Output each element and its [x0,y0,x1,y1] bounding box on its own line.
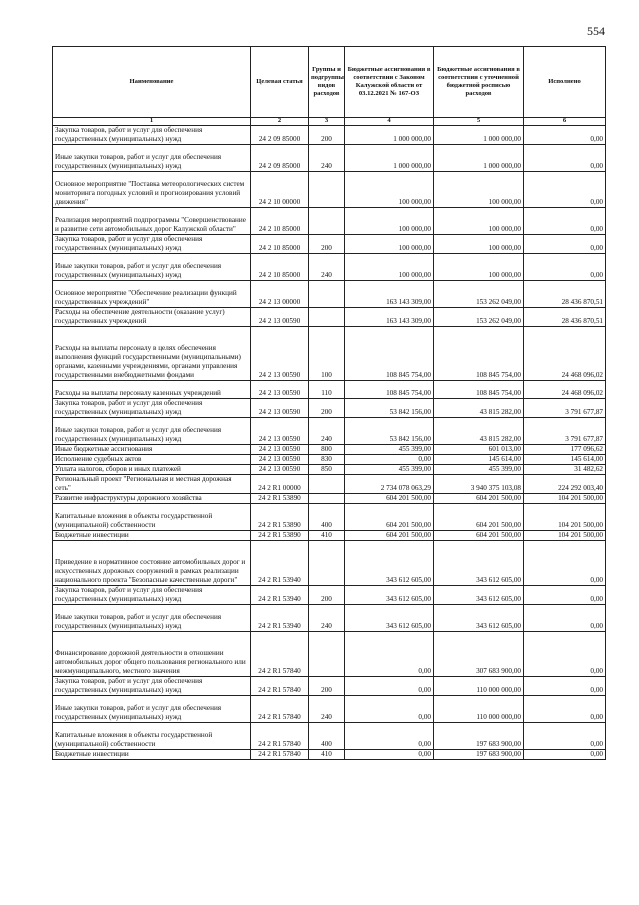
row-executed: 3 791 677,87 [524,399,606,418]
row-name: Бюджетные инвестиции [53,750,251,760]
row-name: Основное мероприятие "Обеспечение реализации функций государственных учреждений" [53,281,251,308]
table-row [53,586,606,605]
table-header [53,47,606,126]
row-expense-group [309,494,345,504]
row-expense-group [309,281,345,308]
table-row [53,418,606,445]
row-target-article: 24 2 10 00000 [251,172,309,208]
row-target-article: 24 2 13 00590 [251,399,309,418]
row-law-allocation: 1 000 000,00 [345,126,434,145]
row-expense-group [309,632,345,677]
row-law-allocation: 343 612 605,00 [345,541,434,586]
row-name: Бюджетные инвестиции [53,531,251,541]
row-executed: 0,00 [524,235,606,254]
row-expense-group: 850 [309,465,345,475]
row-executed: 224 292 003,40 [524,475,606,494]
row-revised-allocation: 343 612 605,00 [434,586,524,605]
row-executed: 104 201 500,00 [524,531,606,541]
row-name: Закупка товаров, работ и услуг для обеспечения государственных (муниципальных) нужд [53,586,251,605]
table-row [53,281,606,308]
table-row [53,750,606,760]
row-executed: 0,00 [524,605,606,632]
row-revised-allocation: 604 201 500,00 [434,504,524,531]
row-revised-allocation: 108 845 754,00 [434,327,524,381]
row-law-allocation: 100 000,00 [345,235,434,254]
row-expense-group: 200 [309,586,345,605]
row-revised-allocation: 100 000,00 [434,254,524,281]
row-revised-allocation: 153 262 049,00 [434,281,524,308]
row-law-allocation: 343 612 605,00 [345,586,434,605]
row-expense-group: 110 [309,381,345,399]
row-revised-allocation: 1 000 000,00 [434,126,524,145]
row-name: Региональный проект "Региональная и местная дорожная сеть" [53,475,251,494]
table-row [53,605,606,632]
row-expense-group [309,541,345,586]
row-target-article: 24 2 13 00590 [251,381,309,399]
row-revised-allocation: 100 000,00 [434,208,524,235]
header-revised-allocation: Бюджетные ассигнования в соответствии с уточненной бюджетной росписью расходов [434,47,524,118]
row-executed: 0,00 [524,586,606,605]
row-expense-group: 240 [309,605,345,632]
column-number: 2 [251,118,309,126]
table-row [53,504,606,531]
row-target-article: 24 2 13 00590 [251,445,309,455]
row-law-allocation: 455 399,00 [345,445,434,455]
row-name: Приведение в нормативное состояние автомобильных дорог и искусственных дорожных сооружений в рамках реализации национального проекта "Безопасные качественные дороги" [53,541,251,586]
row-revised-allocation: 110 000 000,00 [434,696,524,723]
row-name: Иные закупки товаров, работ и услуг для обеспечения государственных (муниципальных) нужд [53,254,251,281]
row-revised-allocation: 110 000 000,00 [434,677,524,696]
row-target-article: 24 2 R1 57840 [251,696,309,723]
row-target-article: 24 2 R1 57840 [251,632,309,677]
row-executed: 177 096,62 [524,445,606,455]
row-target-article: 24 2 10 85000 [251,235,309,254]
column-numbers-row [53,118,606,126]
row-revised-allocation: 3 940 375 103,08 [434,475,524,494]
table-row [53,254,606,281]
table-row [53,494,606,504]
row-executed: 104 201 500,00 [524,494,606,504]
row-executed: 104 201 500,00 [524,504,606,531]
row-target-article: 24 2 R1 53940 [251,541,309,586]
row-expense-group: 200 [309,677,345,696]
row-expense-group [309,208,345,235]
row-executed: 0,00 [524,677,606,696]
page-number: 554 [587,24,605,38]
table-row [53,381,606,399]
row-law-allocation: 100 000,00 [345,208,434,235]
row-name: Расходы на выплаты персоналу казенных учреждений [53,381,251,399]
row-name: Закупка товаров, работ и услуг для обеспечения государственных (муниципальных) нужд [53,126,251,145]
row-law-allocation: 604 201 500,00 [345,504,434,531]
row-expense-group: 200 [309,399,345,418]
row-executed: 28 436 870,51 [524,281,606,308]
header-name: Наименование [53,47,251,118]
row-target-article: 24 2 09 85000 [251,145,309,172]
row-name: Иные закупки товаров, работ и услуг для обеспечения государственных (муниципальных) нужд [53,696,251,723]
row-expense-group: 200 [309,235,345,254]
header-target-article: Целевая статья [251,47,309,118]
row-target-article: 24 2 13 00590 [251,327,309,381]
row-expense-group [309,172,345,208]
row-name: Иные бюджетные ассигнования [53,445,251,455]
row-target-article: 24 2 10 85000 [251,208,309,235]
row-name: Иные закупки товаров, работ и услуг для обеспечения государственных (муниципальных) нужд [53,145,251,172]
row-target-article: 24 2 13 00590 [251,455,309,465]
row-executed: 0,00 [524,541,606,586]
row-target-article: 24 2 R1 57840 [251,723,309,750]
row-revised-allocation: 601 013,00 [434,445,524,455]
row-revised-allocation: 343 612 605,00 [434,605,524,632]
column-number: 6 [524,118,606,126]
column-number: 5 [434,118,524,126]
row-revised-allocation: 43 815 282,00 [434,399,524,418]
row-expense-group: 800 [309,445,345,455]
row-target-article: 24 2 09 85000 [251,126,309,145]
row-name: Основное мероприятие "Поставка метеорологических систем мониторинга погодных условий и прогнозирования условий движения" [53,172,251,208]
row-law-allocation: 100 000,00 [345,254,434,281]
table-row [53,399,606,418]
table-row [53,327,606,381]
row-executed: 28 436 870,51 [524,308,606,327]
table-row [53,632,606,677]
table-row [53,677,606,696]
row-executed: 0,00 [524,696,606,723]
table-row [53,208,606,235]
row-law-allocation: 0,00 [345,677,434,696]
row-name: Исполнение судебных актов [53,455,251,465]
header-law-allocation: Бюджетные ассигнования в соответствии с Законом Калужской области от 03.12.2021 № 167-ОЗ [345,47,434,118]
row-target-article: 24 2 13 00590 [251,308,309,327]
row-revised-allocation: 197 683 900,00 [434,723,524,750]
row-executed: 145 614,00 [524,455,606,465]
row-target-article: 24 2 13 00000 [251,281,309,308]
row-revised-allocation: 307 683 900,00 [434,632,524,677]
row-law-allocation: 100 000,00 [345,172,434,208]
row-revised-allocation: 197 683 900,00 [434,750,524,760]
column-number: 4 [345,118,434,126]
row-revised-allocation: 343 612 605,00 [434,541,524,586]
column-number: 3 [309,118,345,126]
row-law-allocation: 0,00 [345,750,434,760]
row-target-article: 24 2 R1 53890 [251,504,309,531]
row-target-article: 24 2 13 00590 [251,418,309,445]
row-executed: 0,00 [524,632,606,677]
row-target-article: 24 2 R1 53940 [251,605,309,632]
row-law-allocation: 1 000 000,00 [345,145,434,172]
row-executed: 0,00 [524,723,606,750]
row-executed: 0,00 [524,145,606,172]
row-name: Расходы на выплаты персоналу в целях обеспечения выполнения функций государственными (муниципальными) органами, казенными учреждениями, органами управления государственными внебюджетными фондами [53,327,251,381]
table-body [53,126,606,760]
row-law-allocation: 2 734 078 063,29 [345,475,434,494]
row-expense-group: 410 [309,531,345,541]
row-law-allocation: 53 842 156,00 [345,418,434,445]
row-revised-allocation: 1 000 000,00 [434,145,524,172]
row-revised-allocation: 604 201 500,00 [434,531,524,541]
row-law-allocation: 455 399,00 [345,465,434,475]
table-row [53,465,606,475]
table-row [53,541,606,586]
row-executed: 0,00 [524,126,606,145]
row-revised-allocation: 100 000,00 [434,235,524,254]
row-law-allocation: 343 612 605,00 [345,605,434,632]
row-target-article: 24 2 R1 53890 [251,494,309,504]
row-law-allocation: 0,00 [345,696,434,723]
row-expense-group: 400 [309,723,345,750]
row-law-allocation: 604 201 500,00 [345,494,434,504]
row-law-allocation: 108 845 754,00 [345,381,434,399]
row-law-allocation: 0,00 [345,723,434,750]
row-executed: 3 791 677,87 [524,418,606,445]
row-name: Иные закупки товаров, работ и услуг для обеспечения государственных (муниципальных) нужд [53,605,251,632]
row-executed: 31 482,62 [524,465,606,475]
table-row [53,145,606,172]
row-revised-allocation: 145 614,00 [434,455,524,465]
table-row [53,475,606,494]
row-executed: 24 468 096,02 [524,327,606,381]
row-expense-group: 830 [309,455,345,465]
row-expense-group [309,475,345,494]
row-executed: 0,00 [524,172,606,208]
row-expense-group: 240 [309,696,345,723]
row-name: Капитальные вложения в объекты государственной (муниципальной) собственности [53,504,251,531]
row-law-allocation: 0,00 [345,632,434,677]
row-law-allocation: 604 201 500,00 [345,531,434,541]
row-law-allocation: 163 143 309,00 [345,308,434,327]
table-row [53,308,606,327]
header-executed: Исполнено [524,47,606,118]
row-expense-group: 200 [309,126,345,145]
row-target-article: 24 2 R1 57840 [251,677,309,696]
header-row [53,47,606,118]
row-executed: 24 468 096,02 [524,381,606,399]
column-number: 1 [53,118,251,126]
row-name: Закупка товаров, работ и услуг для обеспечения государственных (муниципальных) нужд [53,677,251,696]
row-name: Закупка товаров, работ и услуг для обеспечения государственных (муниципальных) нужд [53,399,251,418]
table-row [53,696,606,723]
row-target-article: 24 2 R1 53940 [251,586,309,605]
row-expense-group: 410 [309,750,345,760]
row-executed: 0,00 [524,254,606,281]
row-revised-allocation: 43 815 282,00 [434,418,524,445]
row-revised-allocation: 108 845 754,00 [434,381,524,399]
row-name: Реализация мероприятий подпрограммы "Совершенствование и развитие сети автомобильных дорог Калужской области" [53,208,251,235]
header-expense-group: Группы и подгруппы видов расходов [309,47,345,118]
table-row [53,455,606,465]
row-law-allocation: 53 842 156,00 [345,399,434,418]
row-target-article: 24 2 10 85000 [251,254,309,281]
row-revised-allocation: 604 201 500,00 [434,494,524,504]
row-target-article: 24 2 R1 00000 [251,475,309,494]
row-name: Расходы на обеспечение деятельности (оказание услуг) государственных учреждений [53,308,251,327]
table-row [53,531,606,541]
row-name: Иные закупки товаров, работ и услуг для обеспечения государственных (муниципальных) нужд [53,418,251,445]
table-row [53,723,606,750]
row-executed: 0,00 [524,208,606,235]
row-law-allocation: 0,00 [345,455,434,465]
row-expense-group [309,308,345,327]
row-revised-allocation: 100 000,00 [434,172,524,208]
row-revised-allocation: 153 262 049,00 [434,308,524,327]
row-expense-group: 240 [309,418,345,445]
table-row [53,235,606,254]
row-name: Закупка товаров, работ и услуг для обеспечения государственных (муниципальных) нужд [53,235,251,254]
row-target-article: 24 2 13 00590 [251,465,309,475]
row-name: Уплата налогов, сборов и иных платежей [53,465,251,475]
row-expense-group: 240 [309,254,345,281]
row-law-allocation: 163 143 309,00 [345,281,434,308]
row-expense-group: 100 [309,327,345,381]
row-expense-group: 240 [309,145,345,172]
row-target-article: 24 2 R1 53890 [251,531,309,541]
table-row [53,445,606,455]
row-name: Развитие инфраструктуры дорожного хозяйства [53,494,251,504]
row-target-article: 24 2 R1 57840 [251,750,309,760]
table-row [53,126,606,145]
budget-execution-table [52,46,606,760]
row-expense-group: 400 [309,504,345,531]
row-executed: 0,00 [524,750,606,760]
row-revised-allocation: 455 399,00 [434,465,524,475]
row-name: Финансирование дорожной деятельности в отношении автомобильных дорог общего пользования регионального или межмуниципального, местного значения [53,632,251,677]
table-row [53,172,606,208]
row-law-allocation: 108 845 754,00 [345,327,434,381]
row-name: Капитальные вложения в объекты государственной (муниципальной) собственности [53,723,251,750]
